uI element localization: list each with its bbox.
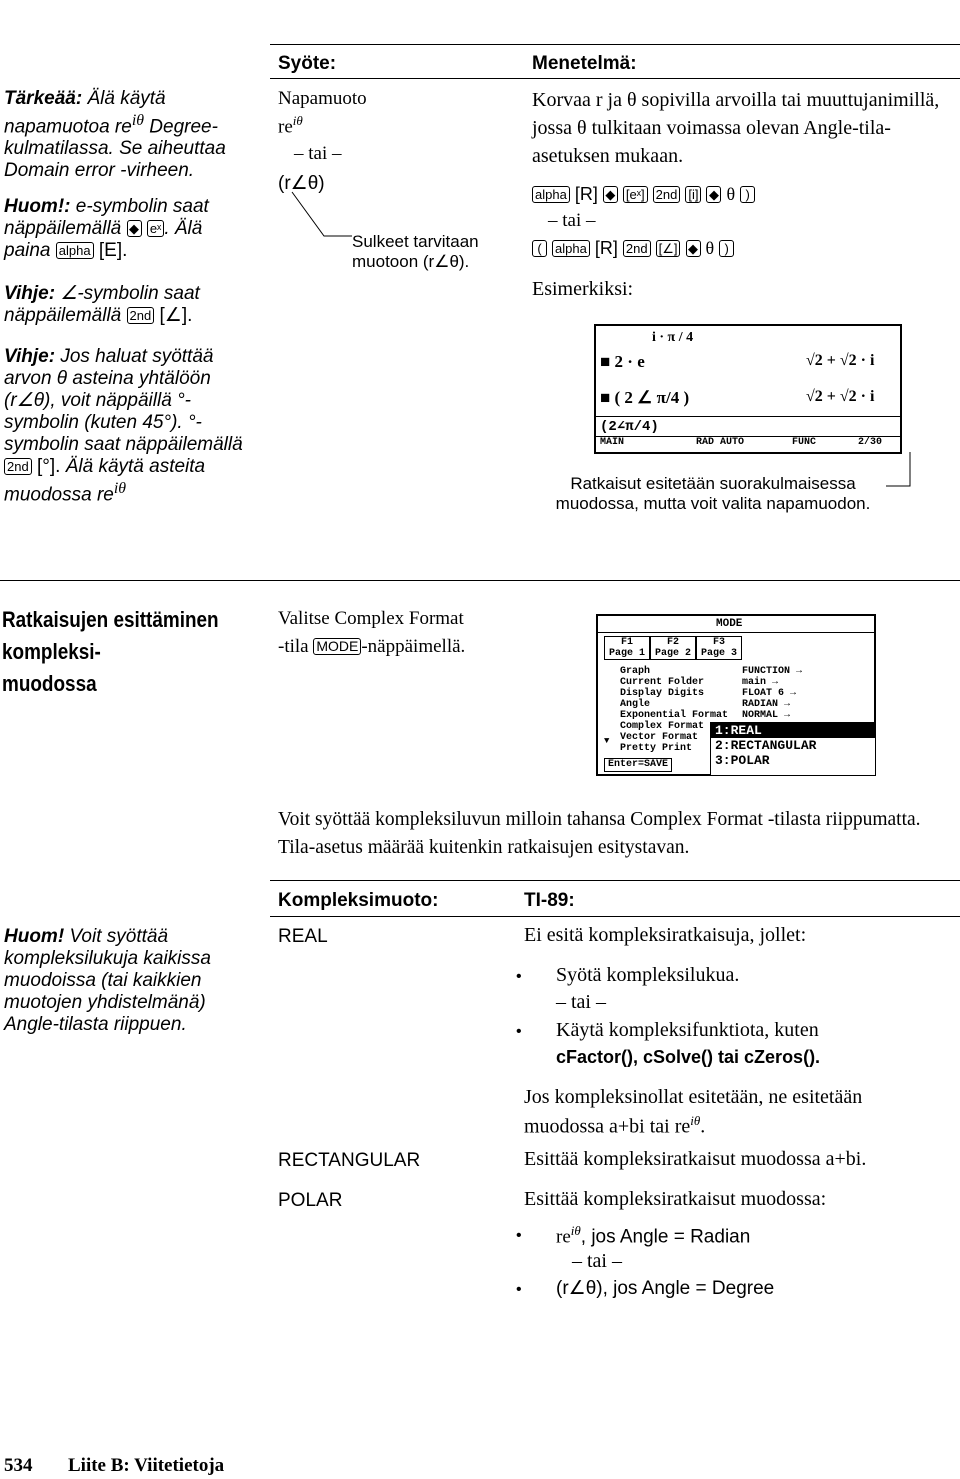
page-number: 534 bbox=[4, 1455, 33, 1476]
status-mode: RAD AUTO bbox=[696, 437, 745, 448]
polar-bullet-2: (r∠θ), jos Angle = Degree bbox=[556, 1278, 775, 1299]
input-polar-expr bbox=[278, 113, 303, 138]
sidebar-note-vihje2 bbox=[4, 346, 254, 506]
alpha-key: alpha bbox=[552, 240, 590, 257]
mode-dialog-screen bbox=[596, 614, 876, 776]
note-label: Vihje: bbox=[4, 346, 56, 367]
sidebar-note-tarkeaa bbox=[4, 88, 254, 182]
real-bullet-2-funcs: cFactor(), cSolve() tai cZeros(). bbox=[556, 1047, 821, 1067]
input-note: Sulkeet tarvitaan muotoon (r∠θ). bbox=[352, 232, 479, 271]
tab-page-2[interactable]: F2 Page 2 bbox=[650, 636, 696, 660]
table-top-rule bbox=[270, 880, 960, 881]
screen-divider bbox=[596, 416, 900, 417]
row-polar-label: POLAR bbox=[278, 1190, 343, 1211]
mode-value: FUNCTION → bbox=[742, 666, 803, 677]
sidebar-note-vihje1 bbox=[4, 283, 254, 327]
menu-option-real[interactable]: 1:REAL bbox=[711, 723, 875, 738]
mode-title-rule bbox=[598, 632, 874, 633]
status-count: 2/30 bbox=[858, 437, 883, 448]
mode-key: MODE bbox=[313, 638, 361, 655]
mode-row-folder[interactable] bbox=[620, 677, 865, 688]
ti89-header: TI-89: bbox=[524, 890, 575, 911]
section-text-1: Valitse Complex Format bbox=[278, 608, 464, 629]
mode-label: Display Digits bbox=[620, 688, 705, 699]
2nd-key: 2nd bbox=[127, 307, 155, 324]
ex-key: [eˣ] bbox=[623, 186, 648, 203]
bullet-icon: • bbox=[516, 968, 522, 985]
status-main: MAIN bbox=[600, 437, 625, 448]
2nd-key: 2nd bbox=[653, 186, 681, 203]
input-col-header: Syöte: bbox=[278, 53, 337, 74]
text: muodossa a+bi tai re bbox=[524, 1115, 691, 1138]
alpha-key: alpha bbox=[56, 242, 94, 259]
table-header-rule bbox=[270, 78, 960, 79]
period: . bbox=[700, 1115, 706, 1138]
real-extra-2 bbox=[524, 1113, 705, 1139]
degree-key-text: [°]. bbox=[36, 456, 61, 477]
r-key-text: [R] bbox=[574, 184, 598, 204]
mode-row-angle[interactable] bbox=[620, 699, 865, 710]
note-label: Vihje: bbox=[4, 283, 56, 304]
sup: iθ bbox=[570, 1223, 581, 1238]
body-paragraph: Voit syöttää kompleksiluvun milloin tahansa Complex Format -tilasta riippumatta. Tila-asetus määrää kuitenkin ratkaisujen esitystavan. bbox=[278, 809, 921, 858]
method-or: – tai – bbox=[548, 210, 596, 231]
screen-entry-line: (2∠π/4) bbox=[600, 419, 659, 435]
section-title-line: kompleksi- bbox=[2, 639, 101, 664]
r-key-text: [R] bbox=[594, 238, 618, 258]
table-header-rule bbox=[270, 916, 960, 917]
note-text: Voit syöttää kompleksilukuja kaikissa muodoissa (tai kaikkien muotojen yhdistelmänä) Angle-tilasta riippuen. bbox=[4, 926, 211, 1035]
text: , jos Angle = Radian bbox=[580, 1226, 751, 1248]
mode-label: Vector Format bbox=[620, 732, 699, 743]
real-or: – tai – bbox=[556, 991, 606, 1013]
note-text: e-symbolin saat näppäilemällä bbox=[4, 196, 209, 239]
mode-value: main → bbox=[742, 677, 779, 688]
mode-value: RADIAN → bbox=[742, 699, 791, 710]
key-sequence-1 bbox=[532, 184, 755, 205]
bullet-icon: • bbox=[516, 1281, 522, 1298]
screen-caption: Ratkaisut esitetään suorakulmaisessa muodossa, mutta voit valita napamuodon. bbox=[555, 474, 871, 513]
expr-base: re bbox=[278, 116, 293, 138]
diamond-key-icon: ◆ bbox=[603, 186, 618, 203]
bullet-icon: • bbox=[516, 1023, 522, 1040]
text: re bbox=[556, 1226, 571, 1248]
section-title-line: muodossa bbox=[2, 671, 97, 696]
screen-row2-right: √2 + √2 · i bbox=[806, 388, 875, 405]
note-text: . Älä paina bbox=[4, 218, 203, 261]
mode-row-digits[interactable] bbox=[620, 688, 865, 699]
mode-row-exponential[interactable] bbox=[620, 710, 865, 721]
note-label: Huom! bbox=[4, 926, 65, 947]
input-or: – tai – bbox=[294, 143, 342, 164]
note-text: Älä käytä asteita muodossa re bbox=[4, 456, 206, 506]
section-title bbox=[2, 604, 219, 700]
diamond-key-icon: ◆ bbox=[706, 186, 721, 203]
note-text: Jos haluat syöttää arvon θ asteina yhtälöön (r∠θ), voit näppäillä °-symbolin (kuten 45°). °-symbolin saat näppäilemällä bbox=[4, 346, 243, 455]
row-real-desc: Ei esitä kompleksiratkaisuja, jollet: bbox=[524, 924, 807, 946]
note-label: Tärkeää: bbox=[4, 88, 83, 109]
mode-title: MODE bbox=[716, 618, 743, 630]
real-extra-1: Jos kompleksinollat esitetään, ne esitetään bbox=[524, 1086, 863, 1108]
section-title-line: Ratkaisujen esittäminen bbox=[2, 607, 219, 632]
expr-sup: iθ bbox=[292, 113, 303, 128]
e-key-text: [E]. bbox=[98, 240, 128, 261]
mode-row-graph[interactable] bbox=[620, 666, 865, 677]
screen-row2-left: ■ ( 2 ∠ π/4 ) bbox=[600, 388, 690, 407]
row-real-label: REAL bbox=[278, 926, 328, 947]
row-rect-desc: Esittää kompleksiratkaisut muodossa a+bi. bbox=[524, 1148, 867, 1170]
angle-key: [∠] bbox=[656, 240, 681, 257]
scroll-down-arrow-icon[interactable]: ▼ bbox=[604, 736, 610, 746]
complex-format-menu bbox=[710, 722, 876, 776]
footer-title: Liite B: Viitetietoja bbox=[68, 1455, 225, 1476]
sidebar-note-huom2 bbox=[4, 926, 254, 1036]
note-label: Huom!: bbox=[4, 196, 71, 217]
text: -näppäimellä. bbox=[361, 636, 466, 657]
i-key: [i] bbox=[685, 186, 701, 203]
example-label: Esimerkiksi: bbox=[532, 278, 634, 300]
row-polar-desc: Esittää kompleksiratkaisut muodossa: bbox=[524, 1188, 827, 1210]
mode-label: Complex Format bbox=[620, 721, 705, 732]
calculator-screen-example bbox=[594, 324, 902, 454]
screen-divider bbox=[596, 436, 900, 437]
text: -tila bbox=[278, 636, 309, 657]
menu-option-polar[interactable]: 3:POLAR bbox=[715, 753, 770, 768]
section-text-2 bbox=[278, 636, 465, 658]
alpha-key: alpha bbox=[532, 186, 570, 203]
method-text: Korvaa r ja θ sopivilla arvoilla tai muuttujanimillä, jossa θ tulkitaan voimassa olevan Angle-tila-asetuksen mukaan. bbox=[532, 89, 940, 167]
real-bullet-1: Syötä kompleksilukua. bbox=[556, 964, 740, 986]
enter-save-button[interactable]: Enter=SAVE bbox=[604, 758, 672, 772]
close-paren-key: ) bbox=[719, 240, 734, 257]
ex-key: eˣ bbox=[147, 220, 165, 237]
screen-row1-left: ■ 2 · e bbox=[600, 352, 645, 371]
sidebar-note-huom1 bbox=[4, 196, 254, 262]
screen-exponent: i · π / 4 bbox=[652, 330, 694, 345]
real-bullet-2: Käytä kompleksifunktiota, kuten bbox=[556, 1019, 819, 1041]
mode-label: Exponential Format bbox=[620, 710, 729, 721]
2nd-key: 2nd bbox=[4, 458, 32, 475]
menu-option-rectangular[interactable]: 2:RECTANGULAR bbox=[715, 738, 817, 753]
complex-format-header: Kompleksimuoto: bbox=[278, 890, 439, 911]
table-top-rule bbox=[270, 44, 960, 45]
tab-page-3[interactable]: F3 Page 3 bbox=[696, 636, 742, 660]
method-col-header: Menetelmä: bbox=[532, 53, 637, 74]
angle-key-text: [∠]. bbox=[159, 305, 193, 326]
input-angle-expr: (r∠θ) bbox=[278, 173, 325, 194]
theta-text: θ bbox=[726, 184, 736, 204]
note-text: Älä käytä napamuotoa re bbox=[4, 88, 166, 138]
diamond-key-icon: ◆ bbox=[127, 220, 142, 237]
polar-bullet-1 bbox=[556, 1223, 750, 1248]
status-func: FUNC bbox=[792, 437, 817, 448]
note-text: Degree-kulmatilassa. Se aiheuttaa Domain error -virheen. bbox=[4, 116, 226, 182]
mode-value: NORMAL → bbox=[742, 710, 791, 721]
callout-line-icon bbox=[886, 450, 912, 490]
mode-label: Graph bbox=[620, 666, 651, 677]
mode-label: Pretty Print bbox=[620, 743, 693, 754]
close-paren-key: ) bbox=[740, 186, 755, 203]
input-polar-label: Napamuoto bbox=[278, 88, 367, 109]
2nd-key: 2nd bbox=[623, 240, 651, 257]
key-sequence-2 bbox=[532, 238, 734, 259]
note-sup: iθ bbox=[131, 112, 145, 129]
mode-label: Current Folder bbox=[620, 677, 705, 688]
row-rect-label: RECTANGULAR bbox=[278, 1150, 421, 1171]
mode-label: Angle bbox=[620, 699, 651, 710]
sup: iθ bbox=[690, 1113, 701, 1128]
tab-page-1[interactable]: F1 Page 1 bbox=[604, 636, 650, 660]
screen-row1-right: √2 + √2 · i bbox=[806, 352, 875, 369]
diamond-key-icon: ◆ bbox=[686, 240, 701, 257]
callout-line-icon bbox=[290, 190, 354, 242]
open-paren-key: ( bbox=[532, 240, 547, 257]
polar-or: – tai – bbox=[572, 1250, 622, 1272]
note-sup: iθ bbox=[113, 480, 127, 497]
bullet-icon: • bbox=[516, 1227, 522, 1244]
theta-text: θ bbox=[705, 238, 715, 258]
section-rule bbox=[0, 580, 960, 581]
note-text: ∠-symbolin saat näppäilemällä bbox=[4, 283, 200, 326]
mode-value: FLOAT 6 → bbox=[742, 688, 797, 699]
